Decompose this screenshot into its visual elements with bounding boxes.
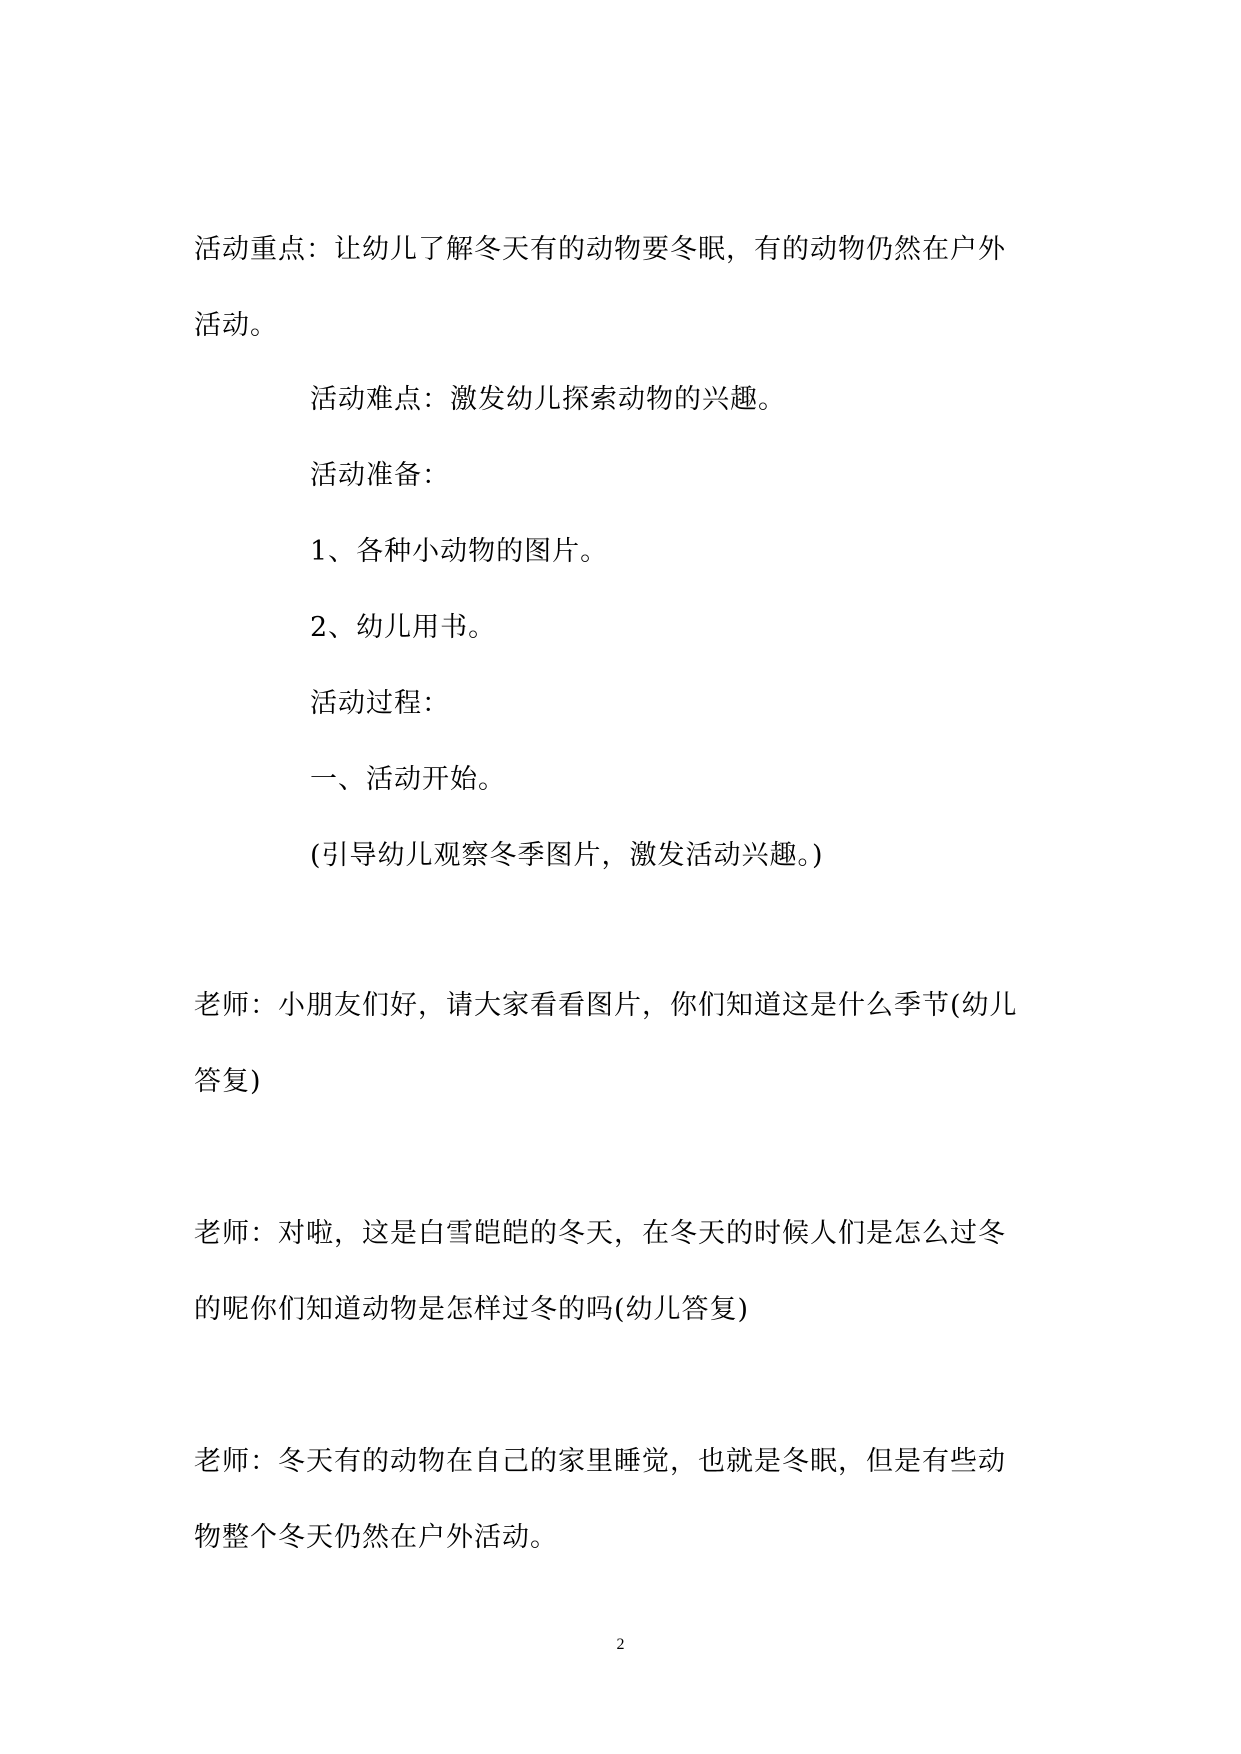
- paragraph-teacher-3-line-2: 物整个冬天仍然在户外活动。: [194, 1522, 558, 1553]
- paragraph-key-point-line-2: 活动。: [194, 310, 278, 341]
- paragraph-key-point-line-1: 活动重点：让幼儿了解冬天有的动物要冬眠，有的动物仍然在户外: [194, 234, 1006, 265]
- list-item-preparation-1: 1、各种小动物的图片。: [310, 536, 609, 567]
- section-activity-start: 一、活动开始。: [310, 764, 506, 795]
- heading-process: 活动过程：: [310, 688, 450, 719]
- heading-preparation: 活动准备：: [310, 460, 450, 491]
- paragraph-difficulty: 活动难点：激发幼儿探索动物的兴趣。: [310, 384, 786, 415]
- list-item-preparation-2: 2、幼儿用书。: [310, 612, 497, 643]
- paragraph-guidance-note: (引导幼儿观察冬季图片，激发活动兴趣。): [310, 840, 824, 871]
- page-number: 2: [616, 1636, 625, 1653]
- paragraph-teacher-1-line-2: 答复): [194, 1066, 262, 1097]
- paragraph-teacher-2-line-2: 的呢你们知道动物是怎样过冬的吗(幼儿答复): [194, 1294, 750, 1325]
- paragraph-teacher-3-line-1: 老师：冬天有的动物在自己的家里睡觉，也就是冬眠，但是有些动: [194, 1446, 1006, 1477]
- paragraph-teacher-1-line-1: 老师：小朋友们好，请大家看看图片，你们知道这是什么季节(幼儿: [194, 990, 1018, 1021]
- paragraph-teacher-2-line-1: 老师：对啦，这是白雪皑皑的冬天，在冬天的时候人们是怎么过冬: [194, 1218, 1006, 1249]
